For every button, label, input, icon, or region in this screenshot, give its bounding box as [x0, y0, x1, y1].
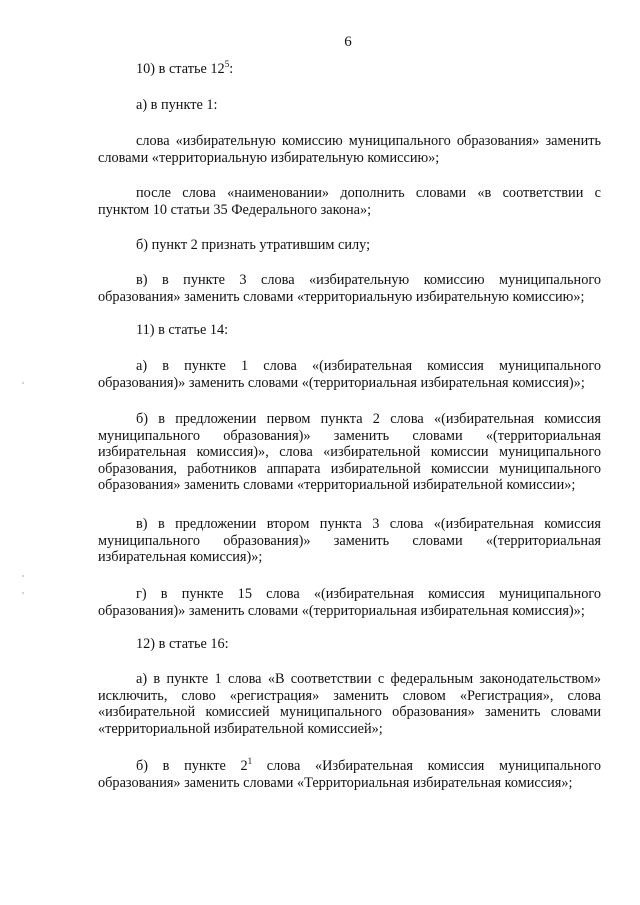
superscript: 5 — [224, 59, 230, 70]
paragraph-art14-item-v: в) в предложении втором пункта 3 слова «(избирательная комиссия муниципального образования)» заменить словами «(территориальная избирательная комиссия)»; — [98, 516, 601, 566]
scan-margin-mark — [22, 575, 24, 577]
paragraph-article-16: 12) в статье 16: — [136, 636, 229, 652]
paragraph-art14-item-b: б) в предложении первом пункта 2 слова «(избирательная комиссия муниципального образования)» заменить словами «(территориальная избирательная комиссия)», слова «избирательной комиссии муниципального образования, работников аппарата избирательной комиссии муниципального образования» заменить словами «территориальной избирательной комиссии»; — [98, 411, 601, 494]
paragraph-text-before: б) в пункте 2 — [136, 758, 248, 774]
paragraph-item-v-point-3: в) в пункте 3 слова «избирательную комиссию муниципального образования» заменить словами «территориальную избирательную комиссию»; — [98, 272, 601, 305]
superscript: 1 — [247, 756, 253, 767]
paragraph-art14-item-a: а) в пункте 1 слова «(избирательная комиссия муниципального образования)» заменить словами «(территориальная избирательная комиссия)»; — [98, 358, 601, 391]
scan-margin-mark — [22, 382, 24, 384]
paragraph-item-a-point-1: а) в пункте 1: — [136, 97, 218, 113]
paragraph-replace-words: слова «избирательную комиссию муниципального образования» заменить словами «территориальную избирательную комиссию»; — [98, 133, 601, 166]
paragraph-article-12-5 — [98, 61, 601, 78]
paragraph-text: 10) в статье 12 — [136, 61, 225, 77]
paragraph-art16-item-a: а) в пункте 1 слова «В соответствии с федеральным законодательством» исключить, слово «регистрация» заменить словом «Регистрация», слова «избирательной комиссией муниципального образования» заменить словами «территориальной избирательной комиссией»; — [98, 671, 601, 737]
paragraph-item-b-point-2: б) пункт 2 признать утратившим силу; — [136, 237, 371, 253]
paragraph-art14-item-g: г) в пункте 15 слова «(избирательная комиссия муниципального образования)» заменить словами «(территориальная избирательная комиссия)»; — [98, 586, 601, 619]
paragraph-text-after: : — [229, 61, 234, 77]
scan-margin-mark — [22, 592, 24, 594]
paragraph-article-14: 11) в статье 14: — [136, 322, 229, 338]
paragraph-add-words: после слова «наименовании» дополнить словами «в соответствии с пунктом 10 статьи 35 Федерального закона»; — [98, 185, 601, 218]
paragraph-text: слова «Избирательная комиссия муниципального образования» заменить словами «Территориальная избирательная комиссия»; — [98, 758, 601, 791]
page-number: 6 — [344, 34, 352, 50]
paragraph-art16-item-b — [98, 758, 601, 791]
